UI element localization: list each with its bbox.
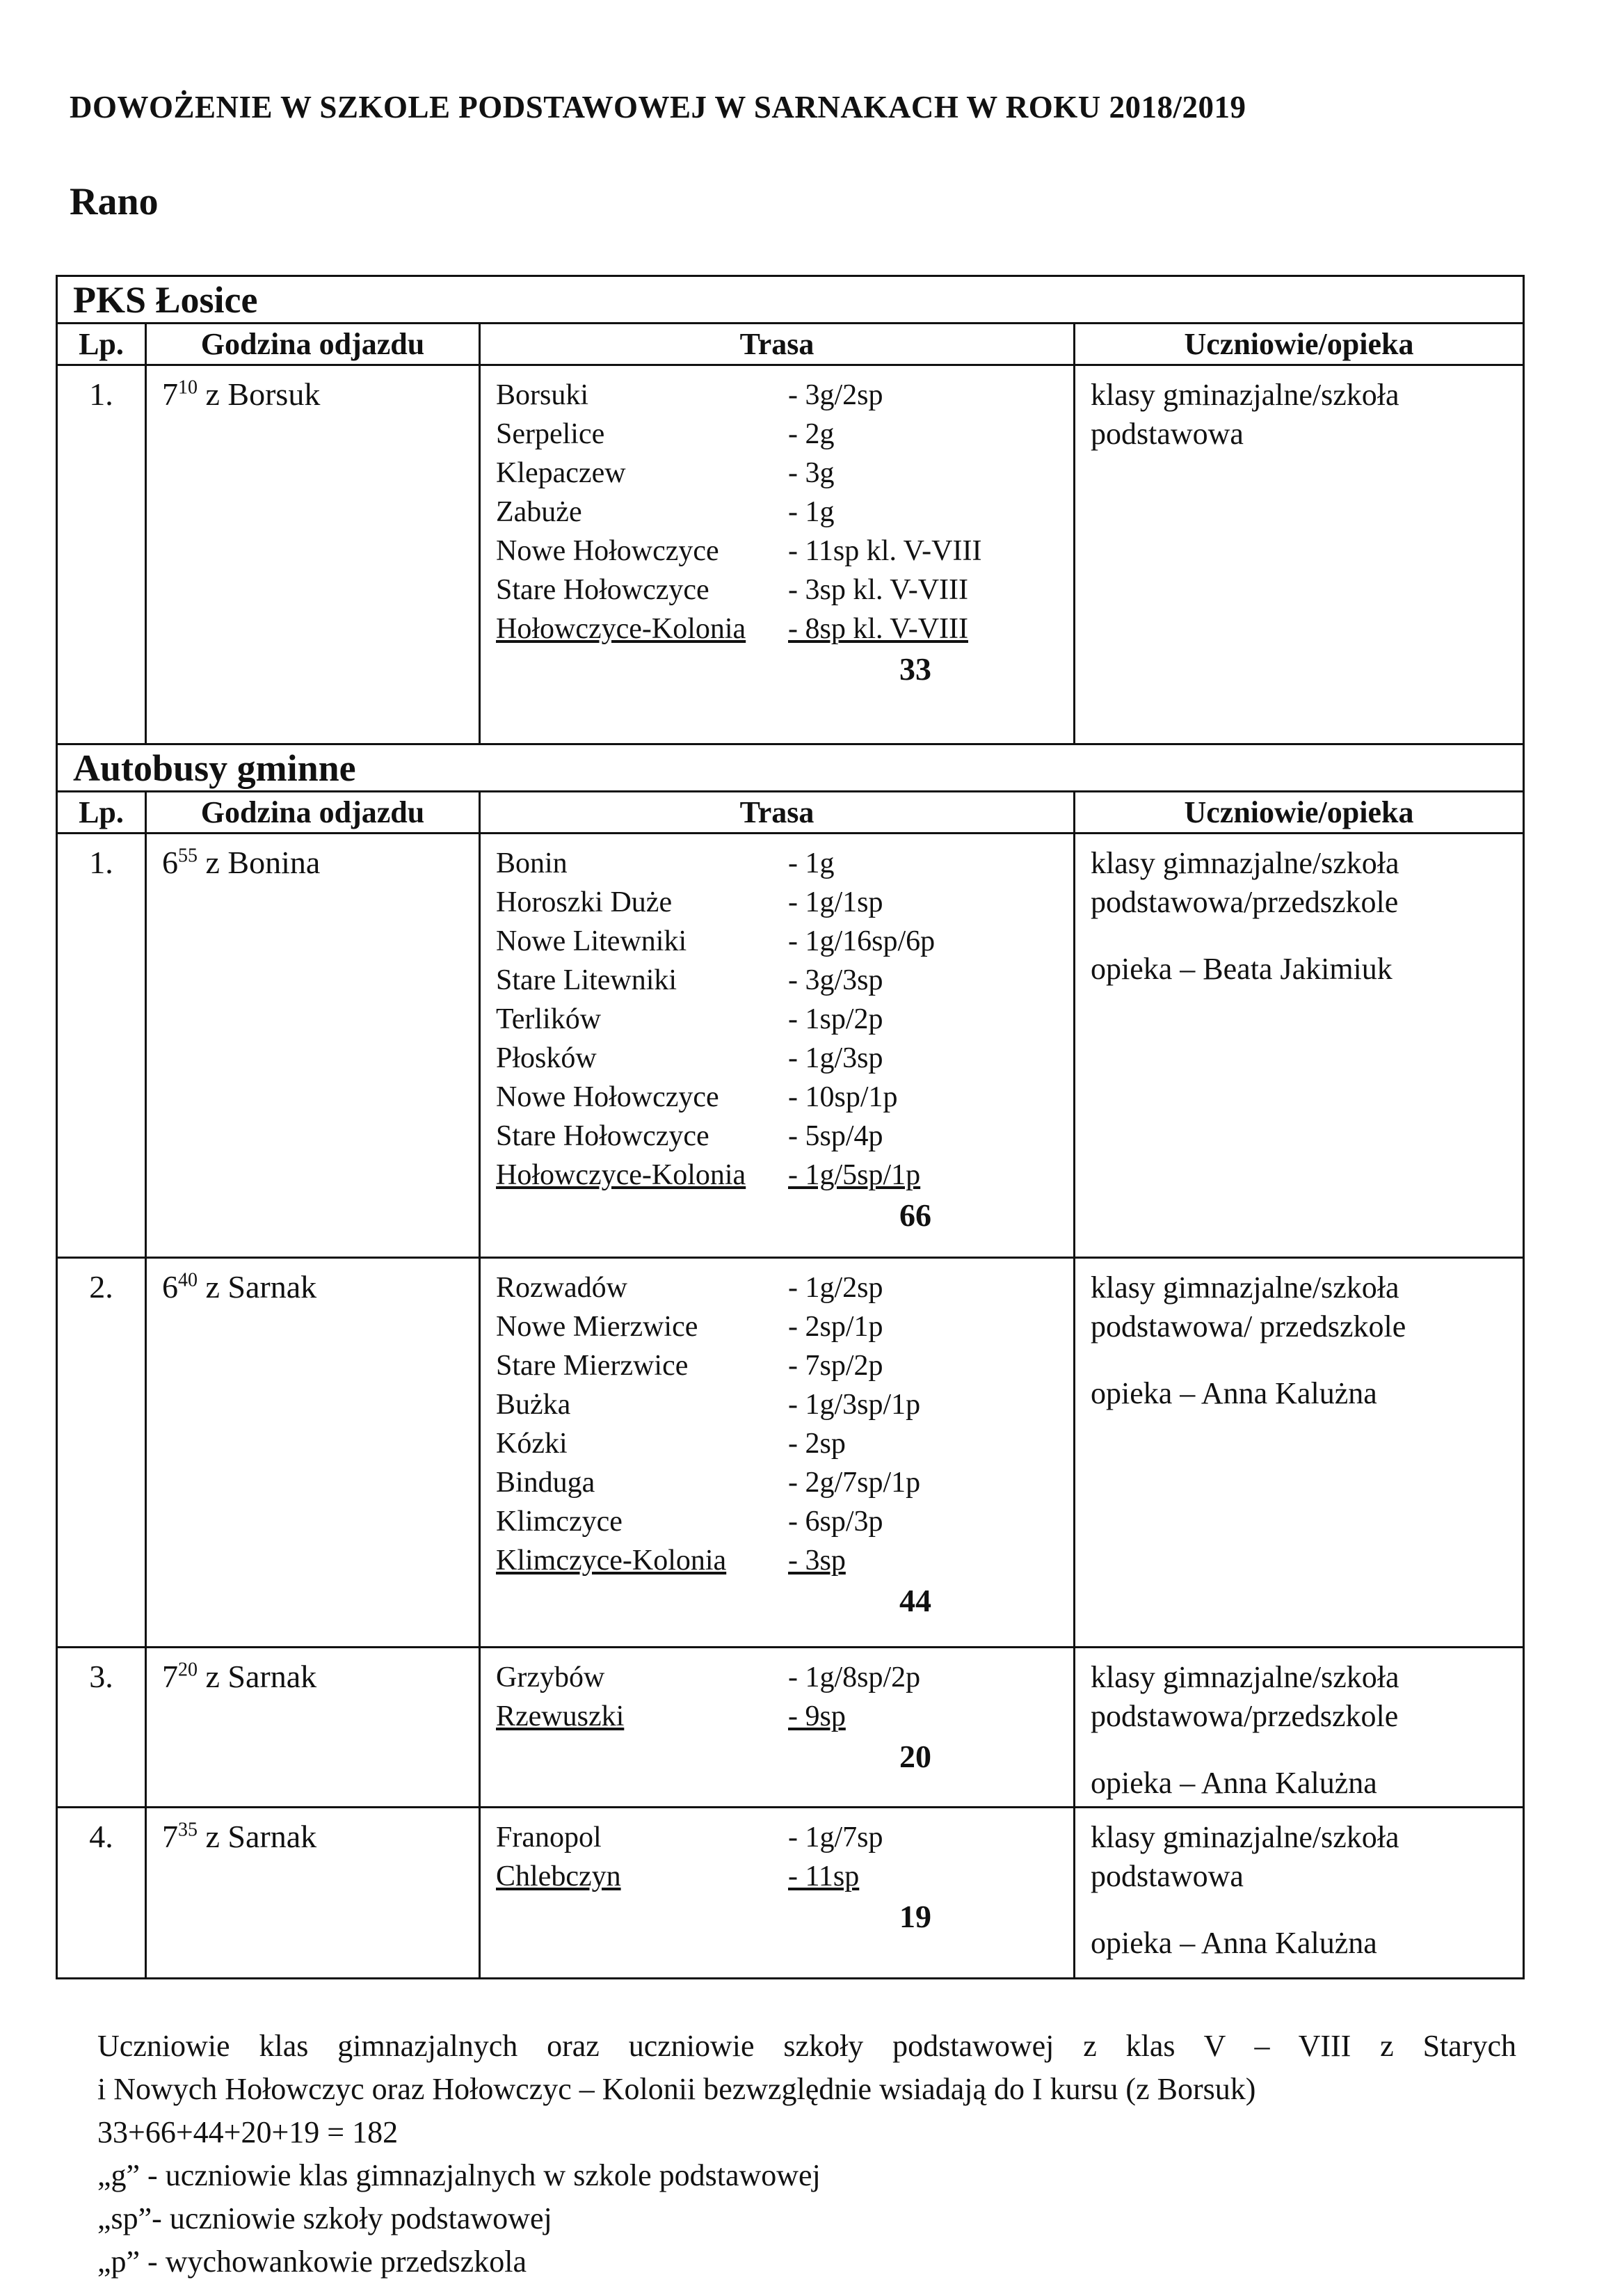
route-stop [496, 1424, 1073, 1463]
departure-hour: 6 [162, 1269, 178, 1305]
stop-name: Borsuki [496, 379, 589, 411]
stop-count: - 2sp/1p [788, 1311, 883, 1343]
route-stop [496, 1658, 1073, 1697]
route-stop [496, 1463, 1073, 1502]
table-row [58, 834, 1523, 1259]
table-row [58, 1648, 1523, 1808]
header-students: Uczniowie/opieka [1184, 327, 1414, 361]
stop-name: Horoszki Duże [496, 886, 673, 918]
students-cell [1075, 834, 1523, 1257]
departure-time [147, 834, 481, 1257]
stop-count: - 11sp [788, 1860, 860, 1892]
route-stop [496, 1541, 1073, 1580]
students-cell [1075, 1648, 1523, 1806]
stop-count: - 8sp kl. V-VIII [788, 613, 968, 645]
stop-count: - 1sp/2p [788, 1003, 883, 1035]
stop-name: Chlebczyn [496, 1860, 621, 1892]
stop-name: Bonin [496, 847, 568, 879]
stop-count: - 1g/3sp [788, 1042, 883, 1074]
row-number: 2. [58, 1259, 147, 1646]
departure-origin: z Borsuk [205, 376, 321, 412]
route-stop [496, 844, 1073, 883]
stop-count: - 3g/2sp [788, 379, 883, 411]
stop-name: Kózki [496, 1428, 568, 1460]
stop-count: - 3sp kl. V-VIII [788, 574, 968, 606]
departure-time [147, 366, 481, 743]
stop-count: - 10sp/1p [788, 1081, 898, 1113]
stop-count: - 1g/2sp [788, 1272, 883, 1304]
stop-name: Bużka [496, 1389, 571, 1421]
stop-name: Zabuże [496, 496, 582, 528]
students-classes: klasy gminazjalne/szkoła podstawowa [1091, 1820, 1399, 1893]
stop-count: - 1g/3sp/1p [788, 1389, 921, 1421]
row-number: 4. [58, 1808, 147, 1977]
stop-name: Stare Litewniki [496, 964, 677, 996]
route-stop [496, 1818, 1073, 1857]
route-stop [496, 1346, 1073, 1385]
departure-hour: 7 [162, 1819, 178, 1854]
route-total: 19 [899, 1899, 931, 1934]
departure-origin: z Bonina [205, 845, 321, 880]
header-lp: Lp. [58, 792, 147, 833]
header-time: Godzina odjazdu [147, 324, 481, 365]
route-cell [481, 1259, 1075, 1646]
stop-count: - 1g/16sp/6p [788, 925, 936, 957]
legend-sp: „sp”- uczniowie szkoły podstawowej [97, 2201, 552, 2235]
row-number: 1. [58, 834, 147, 1257]
stop-name: Hołowczyce-Kolonia [496, 1159, 746, 1191]
students-classes: klasy gimnazjalne/szkoła podstawowa/ przedszkole [1091, 1270, 1406, 1344]
supervisor: opieka – Beata Jakimiuk [1091, 952, 1393, 986]
route-stop [496, 1039, 1073, 1078]
note-sum: 33+66+44+20+19 = 182 [97, 2115, 399, 2149]
note-line-1: Uczniowie klas gimnazjalnych oraz uczniowie szkoły podstawowej z klas V – VIII z Starych [97, 2029, 1516, 2063]
students-cell [1075, 1259, 1523, 1646]
row-number: 3. [58, 1648, 147, 1806]
departure-hour: 7 [162, 376, 178, 412]
stop-count: - 1g [788, 847, 835, 879]
students-classes: klasy gminazjalne/szkoła podstawowa [1091, 378, 1399, 451]
stop-count: - 1g/5sp/1p [788, 1159, 921, 1191]
stop-count: - 1g/8sp/2p [788, 1661, 921, 1693]
route-stop [496, 1117, 1073, 1156]
stop-count: - 3sp [788, 1545, 846, 1577]
departure-minutes: 20 [178, 1659, 198, 1681]
stop-name: Franopol [496, 1821, 602, 1853]
legend-p: „p” - wychowankowie przedszkola [97, 2245, 527, 2279]
schedule-table [56, 275, 1525, 1979]
route-stop [496, 1156, 1073, 1195]
route-stop [496, 1307, 1073, 1346]
stop-name: Terlików [496, 1003, 602, 1035]
stop-name: Klimczyce-Kolonia [496, 1545, 727, 1577]
stop-name: Rzewuszki [496, 1700, 625, 1732]
route-stop [496, 415, 1073, 454]
stop-name: Stare Mierzwice [496, 1350, 689, 1382]
route-stop [496, 883, 1073, 922]
stop-name: Nowe Hołowczyce [496, 535, 719, 567]
stop-count: - 1g/7sp [788, 1821, 883, 1853]
departure-time [147, 1808, 481, 1977]
note-line-2: i Nowych Hołowczyc oraz Hołowczyc – Kolonii bezwzględnie wsiadają do I kursu (z Borsuk) [97, 2072, 1256, 2106]
header-time: Godzina odjazdu [147, 792, 481, 833]
stop-count: - 7sp/2p [788, 1350, 883, 1382]
route-stop [496, 961, 1073, 1000]
stop-name: Klepaczew [496, 457, 626, 489]
table-row [58, 1259, 1523, 1648]
stop-count: - 2g/7sp/1p [788, 1467, 921, 1499]
route-total: 44 [899, 1583, 931, 1618]
stop-name: Grzybów [496, 1661, 605, 1693]
departure-hour: 7 [162, 1659, 178, 1694]
departure-origin: z Sarnak [205, 1269, 317, 1305]
row-number: 1. [58, 366, 147, 743]
stop-name: Nowe Mierzwice [496, 1311, 698, 1343]
supervisor: opieka – Anna Kalużna [1091, 1376, 1377, 1410]
stop-count: - 9sp [788, 1700, 846, 1732]
route-cell [481, 834, 1075, 1257]
route-stop [496, 454, 1073, 493]
stop-name: Płosków [496, 1042, 597, 1074]
stop-name: Stare Hołowczyce [496, 574, 709, 606]
route-stop [496, 1078, 1073, 1117]
stop-count: - 6sp/3p [788, 1506, 883, 1538]
departure-hour: 6 [162, 845, 178, 880]
route-stop [496, 493, 1073, 532]
stop-name: Rozwadów [496, 1272, 627, 1304]
route-stop [496, 1268, 1073, 1307]
route-stop [496, 532, 1073, 571]
table-header-municipal [58, 792, 1523, 834]
departure-origin: z Sarnak [205, 1659, 317, 1694]
route-stop [496, 609, 1073, 648]
section-heading-municipal: Autobusy gminne [58, 745, 1523, 792]
legend-g: „g” - uczniowie klas gimnazjalnych w szkole podstawowej [97, 2158, 821, 2192]
table-header-pks [58, 324, 1523, 366]
stop-name: Stare Hołowczyce [496, 1120, 709, 1152]
route-stop [496, 922, 1073, 961]
departure-time [147, 1648, 481, 1806]
stop-count: - 3g/3sp [788, 964, 883, 996]
document-subtitle: Rano [70, 180, 159, 223]
stop-count: - 2sp [788, 1428, 846, 1460]
supervisor: opieka – Anna Kalużna [1091, 1766, 1377, 1800]
stop-count: - 2g [788, 418, 835, 450]
route-cell [481, 1808, 1075, 1977]
stop-count: - 5sp/4p [788, 1120, 883, 1152]
route-stop [496, 1697, 1073, 1736]
table-row [58, 1808, 1523, 1977]
table-row [58, 366, 1523, 745]
route-stop [496, 571, 1073, 609]
route-stop [496, 376, 1073, 415]
route-cell [481, 1648, 1075, 1806]
header-lp: Lp. [58, 324, 147, 365]
students-cell [1075, 1808, 1523, 1977]
departure-origin: z Sarnak [205, 1819, 317, 1854]
route-stop [496, 1000, 1073, 1039]
route-total: 20 [899, 1739, 931, 1774]
stop-name: Hołowczyce-Kolonia [496, 613, 746, 645]
supervisor: opieka – Anna Kalużna [1091, 1926, 1377, 1960]
route-total: 33 [899, 651, 931, 687]
document-title: DOWOŻENIE W SZKOLE PODSTAWOWEJ W SARNAKACH W ROKU 2018/2019 [70, 90, 1246, 125]
departure-time [147, 1259, 481, 1646]
stop-count: - 11sp kl. V-VIII [788, 535, 982, 567]
stop-count: - 1g [788, 496, 835, 528]
header-route: Trasa [481, 324, 1075, 365]
stop-name: Serpelice [496, 418, 605, 450]
students-classes: klasy gimnazjalne/szkoła podstawowa/przedszkole [1091, 846, 1399, 919]
route-stop [496, 1857, 1073, 1896]
departure-minutes: 10 [178, 376, 198, 399]
students-classes: klasy gimnazjalne/szkoła podstawowa/przedszkole [1091, 1660, 1399, 1733]
stop-name: Nowe Hołowczyce [496, 1081, 719, 1113]
section-heading-pks: PKS Łosice [58, 277, 1523, 324]
students-cell [1075, 366, 1523, 743]
departure-minutes: 35 [178, 1819, 198, 1841]
stop-count: - 1g/1sp [788, 886, 883, 918]
route-total: 66 [899, 1197, 931, 1233]
stop-name: Nowe Litewniki [496, 925, 687, 957]
stop-name: Binduga [496, 1467, 595, 1499]
departure-minutes: 55 [178, 845, 198, 867]
header-route: Trasa [481, 792, 1075, 833]
header-students: Uczniowie/opieka [1184, 795, 1414, 829]
route-stop [496, 1502, 1073, 1541]
route-cell [481, 366, 1075, 743]
departure-minutes: 40 [178, 1269, 198, 1291]
footnotes [97, 2025, 1516, 2283]
stop-name: Klimczyce [496, 1506, 623, 1538]
stop-count: - 3g [788, 457, 835, 489]
route-stop [496, 1385, 1073, 1424]
